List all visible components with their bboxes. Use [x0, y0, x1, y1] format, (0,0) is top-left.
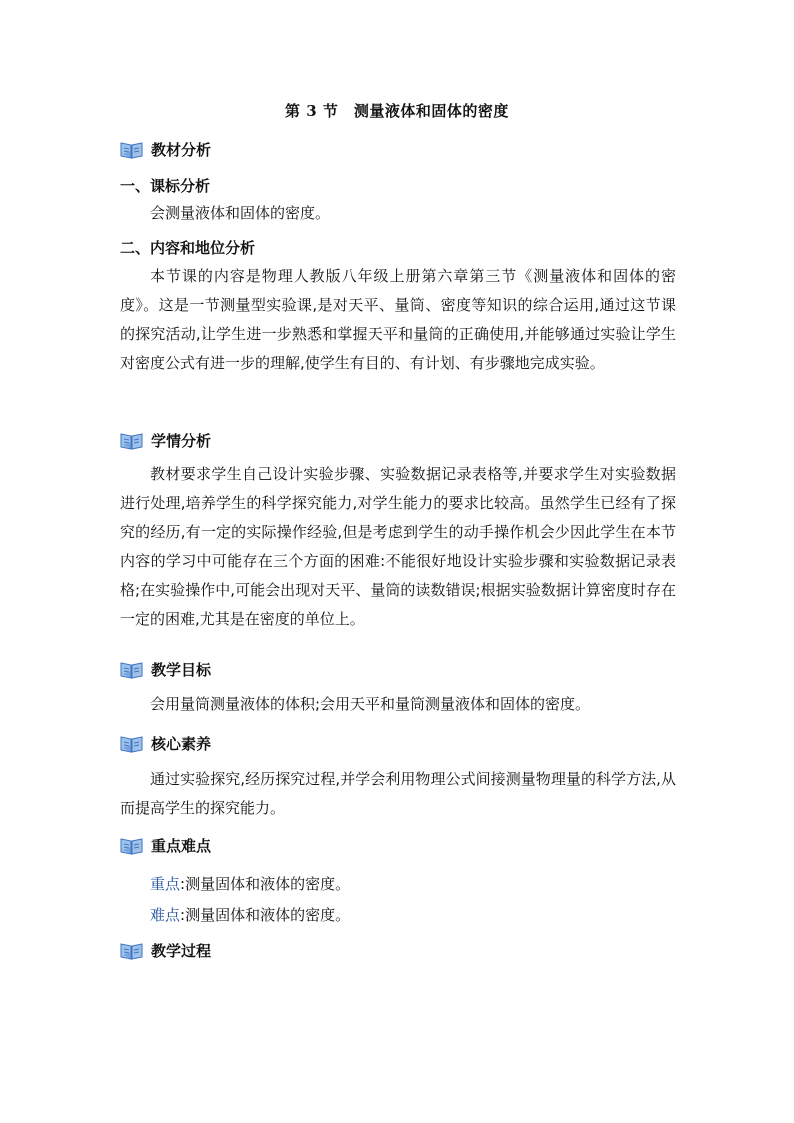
- section-label: 核心素养: [151, 734, 212, 753]
- difficult-point-line: [150, 904, 350, 925]
- page-title: 第 3 节 测量液体和固体的密度: [285, 102, 509, 120]
- section-label: 重点难点: [151, 836, 212, 855]
- open-book-icon: [120, 140, 143, 159]
- section-heading-teaching-process: [120, 938, 211, 962]
- open-book-icon: [120, 836, 143, 855]
- key-point-line: [150, 873, 350, 894]
- section-label: 教学过程: [151, 941, 212, 960]
- section-label: 教学目标: [151, 660, 212, 679]
- open-book-icon: [120, 734, 143, 753]
- section-heading-textbook-analysis: [120, 137, 211, 161]
- difficult-point-text: :测量固体和液体的密度。: [180, 906, 351, 924]
- section-heading-core-literacy: [120, 731, 211, 755]
- section-label: 教材分析: [151, 140, 212, 159]
- core-literacy-text: 通过实验探究,经历探究过程,并学会利用物理公式间接测量物理量的科学方法,从而提高学生的探究能力。: [120, 770, 676, 817]
- section-heading-student-analysis: [120, 428, 211, 452]
- subheading-curriculum-standard: 一、课标分析: [120, 177, 211, 195]
- section-heading-key-difficult-points: [120, 833, 211, 857]
- section-heading-teaching-objectives: [120, 657, 211, 681]
- open-book-icon: [120, 431, 143, 450]
- subheading-content-position: 二、内容和地位分析: [120, 239, 256, 257]
- curriculum-standard-text: 会测量液体和固体的密度。: [150, 204, 331, 222]
- key-point-text: :测量固体和液体的密度。: [180, 875, 351, 893]
- difficult-point-label: 难点: [150, 906, 181, 924]
- content-position-text: 本节课的内容是物理人教版八年级上册第六章第三节《测量液体和固体的密度》。这是一节测量型实验课,是对天平、量筒、密度等知识的综合运用,通过这节课的探究活动,让学生进一步熟悉和掌握天平和量筒的正确使用,并能够通过实验让学生对密度公式有进一步的理解,使学生有目的、有计划、有步骤地完成实验。: [120, 267, 676, 372]
- teaching-objectives-text: 会用量筒测量液体的体积;会用天平和量筒测量液体和固体的密度。: [150, 695, 591, 713]
- section-label: 学情分析: [151, 431, 212, 450]
- student-analysis-text: 教材要求学生自己设计实验步骤、实验数据记录表格等,并要求学生对实验数据进行处理,培养学生的科学探究能力,对学生能力的要求比较高。虽然学生已经有了探究的经历,有一定的实际操作经验,但是考虑到学生的动手操作机会少因此学生在本节内容的学习中可能存在三个方面的困难:不能很好地设计实验步骤和实验数据记录表格;在实验操作中,可能会出现对天平、量筒的读数错误;根据实验数据计算密度时存在一定的困难,尤其是在密度的单位上。: [120, 465, 676, 628]
- open-book-icon: [120, 941, 143, 960]
- open-book-icon: [120, 660, 143, 679]
- key-point-label: 重点: [150, 875, 181, 893]
